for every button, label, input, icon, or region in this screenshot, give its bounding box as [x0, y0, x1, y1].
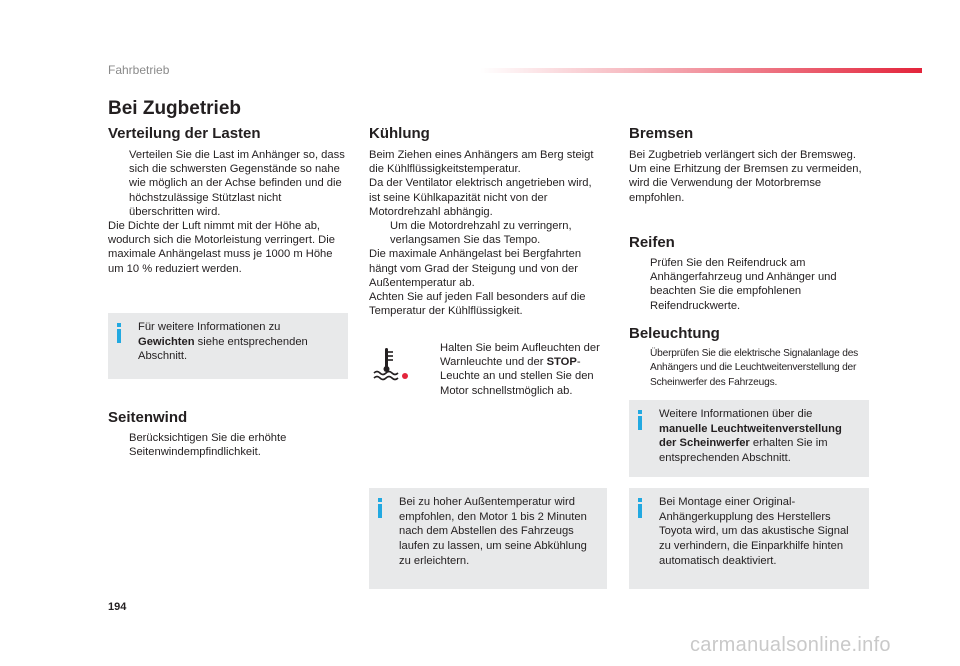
info-note-einparkhilfe	[629, 488, 869, 589]
note-text-pre: Weitere Informationen über die	[659, 408, 813, 420]
kuehlung-p3: Die maximale Anhängelast bei Bergfahrten hängt vom Grad der Steigung und von der Außentemperatur ab.	[369, 248, 582, 289]
list-item	[108, 148, 348, 219]
heading-reifen: Reifen	[629, 234, 675, 251]
section-label: Fahrbetrieb	[108, 63, 170, 77]
warn-text-pre: Halten Sie beim Aufleuchten der Warnleuchte und der	[440, 342, 600, 369]
heading-beleuchtung: Beleuchtung	[629, 325, 720, 342]
kuehlung-p1: Beim Ziehen eines Anhängers am Berg steigt die Kühlflüssigkeitstemperatur.	[369, 149, 594, 176]
warn-text	[440, 341, 607, 398]
info-icon	[638, 410, 642, 430]
list-item	[629, 256, 869, 313]
bullet-icon	[108, 431, 129, 459]
list-item	[108, 431, 348, 459]
info-icon	[378, 498, 382, 518]
header-accent-bar	[480, 68, 922, 73]
heading-verteilung: Verteilung der Lasten	[108, 125, 261, 142]
bullet-icon	[629, 256, 650, 313]
info-note-aussentemperatur	[369, 488, 607, 589]
bullet-icon	[369, 219, 390, 247]
bremsen-text: Bei Zugbetrieb verlängert sich der Bremsweg. Um eine Erhitzung der Bremsen zu vermeiden, wird die Verwendung der Motorbremse empfohlen.	[629, 149, 862, 204]
reifen-bullet: Prüfen Sie den Reifendruck am Anhängerfahrzeug und Anhänger und beachten Sie die empfohlenen Reifendruckwerte.	[650, 257, 837, 312]
heading-seitenwind: Seitenwind	[108, 409, 188, 426]
note-text-post: erhalten Sie im entsprechenden Abschnitt.	[659, 437, 828, 465]
coolant-temperature-warning-icon	[372, 346, 412, 382]
list-item	[419, 341, 607, 398]
verteilung-paragraph: Die Dichte der Luft nimmt mit der Höhe ab, wodurch sich die Motorleistung verringert. Die maximale Anhängelast muss je 1000 m Höhe um 10 % reduziert werden.	[108, 220, 335, 275]
info-note-text	[659, 407, 859, 466]
heading-kuehlung: Kühlung	[369, 125, 430, 142]
warn-block	[419, 341, 607, 398]
seitenwind-bullet: Berücksichtigen Sie die erhöhte Seitenwindempfindlichkeit.	[129, 432, 287, 459]
info-icon	[638, 498, 642, 518]
verteilung-bullet: Verteilen Sie die Last im Anhänger so, dass sich die schwersten Gegenstände so nahe wie möglich an der Achse befinden und die höchstzulässige Stützlast nicht überschritten wird.	[129, 149, 345, 218]
note-text-bold: manuelle Leuchtweitenverstellung der Scheinwerfer	[659, 422, 842, 450]
info-note-text: Bei Montage einer Original-Anhängerkupplung des Herstellers Toyota wird, um das akustische Signal zu verhindern, die Einparkhilfe hinten automatisch deaktiviert.	[659, 496, 849, 567]
info-note-text: Bei zu hoher Außentemperatur wird empfohlen, den Motor 1 bis 2 Minuten nach dem Abstellen des Fahrzeugs laufen zu lassen, um seine Abkühlung zu erleichtern.	[399, 496, 587, 567]
note-text-pre: Für weitere Informationen zu	[138, 321, 281, 333]
verteilung-block	[108, 148, 348, 276]
beleuchtung-block	[629, 347, 871, 390]
watermark: carmanualsonline.info	[690, 634, 891, 656]
seitenwind-block	[108, 431, 348, 459]
note-text-bold: Gewichten	[138, 335, 195, 348]
heading-bremsen: Bremsen	[629, 125, 694, 142]
bullet-icon	[629, 347, 650, 390]
kuehlung-bullet: Um die Motordrehzahl zu verringern, verlangsamen Sie das Tempo.	[390, 220, 572, 247]
reifen-block	[629, 256, 869, 313]
page-title: Bei Zugbetrieb	[108, 98, 242, 119]
page-number: 194	[108, 601, 127, 613]
info-note-text	[138, 320, 338, 364]
kuehlung-p4: Achten Sie auf jeden Fall besonders auf die Temperatur der Kühlflüssigkeit.	[369, 291, 586, 318]
warn-text-post: -Leuchte an und stellen Sie den Motor schnellstmöglich ab.	[440, 356, 594, 397]
beleuchtung-bullet: Überprüfen Sie die elektrische Signalanlage des Anhängers und die Leuchtweitenverstellung der Scheinwerfer des Fahrzeugs.	[650, 348, 859, 388]
info-note-leuchtweite	[629, 400, 869, 477]
list-item	[369, 219, 603, 247]
list-item	[629, 347, 871, 390]
note-text-post: siehe entsprechenden Abschnitt.	[138, 335, 308, 363]
kuehlung-block	[369, 148, 603, 318]
bullet-icon	[108, 148, 129, 219]
kuehlung-p2: Da der Ventilator elektrisch angetrieben wird, ist seine Kühlkapazität nicht von der Motordrehzahl abhängig.	[369, 177, 592, 218]
warn-text-bold: STOP	[546, 356, 577, 369]
info-note-gewichte	[108, 313, 348, 379]
info-icon	[117, 323, 121, 343]
bullet-icon	[419, 341, 440, 398]
